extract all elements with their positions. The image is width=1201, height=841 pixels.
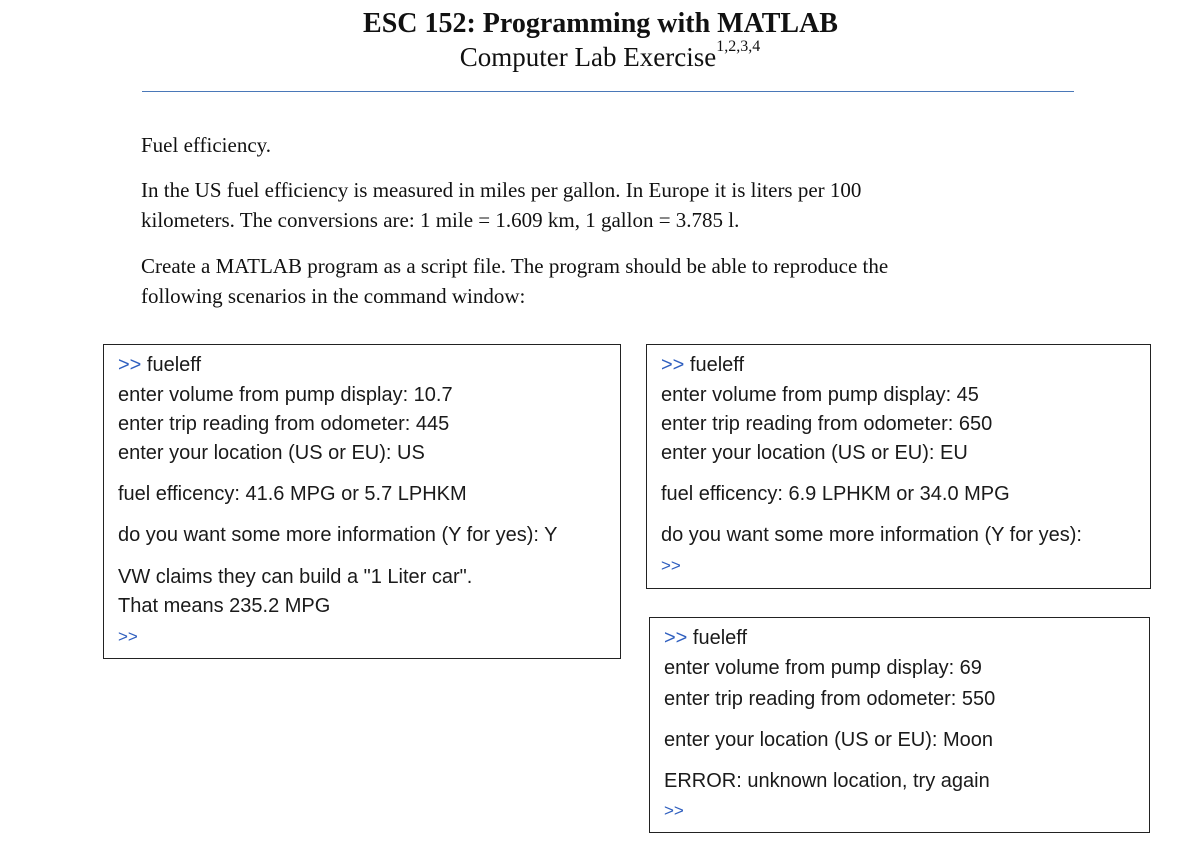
prompt: >> xyxy=(661,354,685,376)
more-info-line: do you want some more information (Y for yes): Y xyxy=(118,524,558,546)
subtitle-text: Computer Lab Exercise xyxy=(459,42,717,72)
info-line: That means 235.2 MPG xyxy=(118,595,331,617)
more-info-line: do you want some more information (Y for yes): xyxy=(661,524,1082,546)
volume-line: enter volume from pump display: 69 xyxy=(664,657,982,679)
section-heading: Fuel efficiency. xyxy=(141,133,272,157)
volume-line: enter volume from pump display: 10.7 xyxy=(118,384,453,406)
end-prompt: >> xyxy=(661,556,681,575)
paragraph-line: following scenarios in the command window: xyxy=(141,284,526,308)
command: fueleff xyxy=(684,354,745,376)
paragraph-line: Create a MATLAB program as a script file. The program should be able to reproduce the xyxy=(141,254,889,278)
trip-line: enter trip reading from odometer: 445 xyxy=(118,413,450,435)
result-line: fuel efficency: 6.9 LPHKM or 34.0 MPG xyxy=(661,483,1010,505)
end-prompt: >> xyxy=(118,627,138,646)
command: fueleff xyxy=(687,627,748,649)
error-line: ERROR: unknown location, try again xyxy=(664,770,990,792)
location-line: enter your location (US or EU): US xyxy=(118,442,425,464)
document-title: ESC 152: Programming with MATLAB xyxy=(363,8,838,39)
paragraph-line: kilometers. The conversions are: 1 mile = 1.609 km, 1 gallon = 3.785 l. xyxy=(141,208,740,232)
volume-line: enter volume from pump display: 45 xyxy=(661,384,979,406)
prompt: >> xyxy=(118,354,142,376)
paragraph-task xyxy=(141,251,1041,311)
paragraph-line: In the US fuel efficiency is measured in miles per gallon. In Europe it is liters per 100 xyxy=(141,178,862,202)
prompt: >> xyxy=(664,627,688,649)
scenario-error-box xyxy=(649,617,1150,833)
command-line xyxy=(118,354,201,377)
paragraph-conversions xyxy=(141,175,1041,235)
end-prompt: >> xyxy=(664,801,684,820)
location-line: enter your location (US or EU): EU xyxy=(661,442,968,464)
header-divider xyxy=(142,91,1074,92)
command-line xyxy=(664,627,747,650)
trip-line: enter trip reading from odometer: 650 xyxy=(661,413,993,435)
scenario-eu-box xyxy=(646,344,1151,589)
trip-line: enter trip reading from odometer: 550 xyxy=(664,688,996,710)
scenario-us-box xyxy=(103,344,621,659)
info-line: VW claims they can build a "1 Liter car". xyxy=(118,566,473,588)
result-line: fuel efficency: 41.6 MPG or 5.7 LPHKM xyxy=(118,483,467,505)
footnote-marks: 1,2,3,4 xyxy=(716,38,761,55)
command-line xyxy=(661,354,744,377)
location-line: enter your location (US or EU): Moon xyxy=(664,729,994,751)
document-subtitle xyxy=(0,38,1201,73)
command: fueleff xyxy=(141,354,202,376)
